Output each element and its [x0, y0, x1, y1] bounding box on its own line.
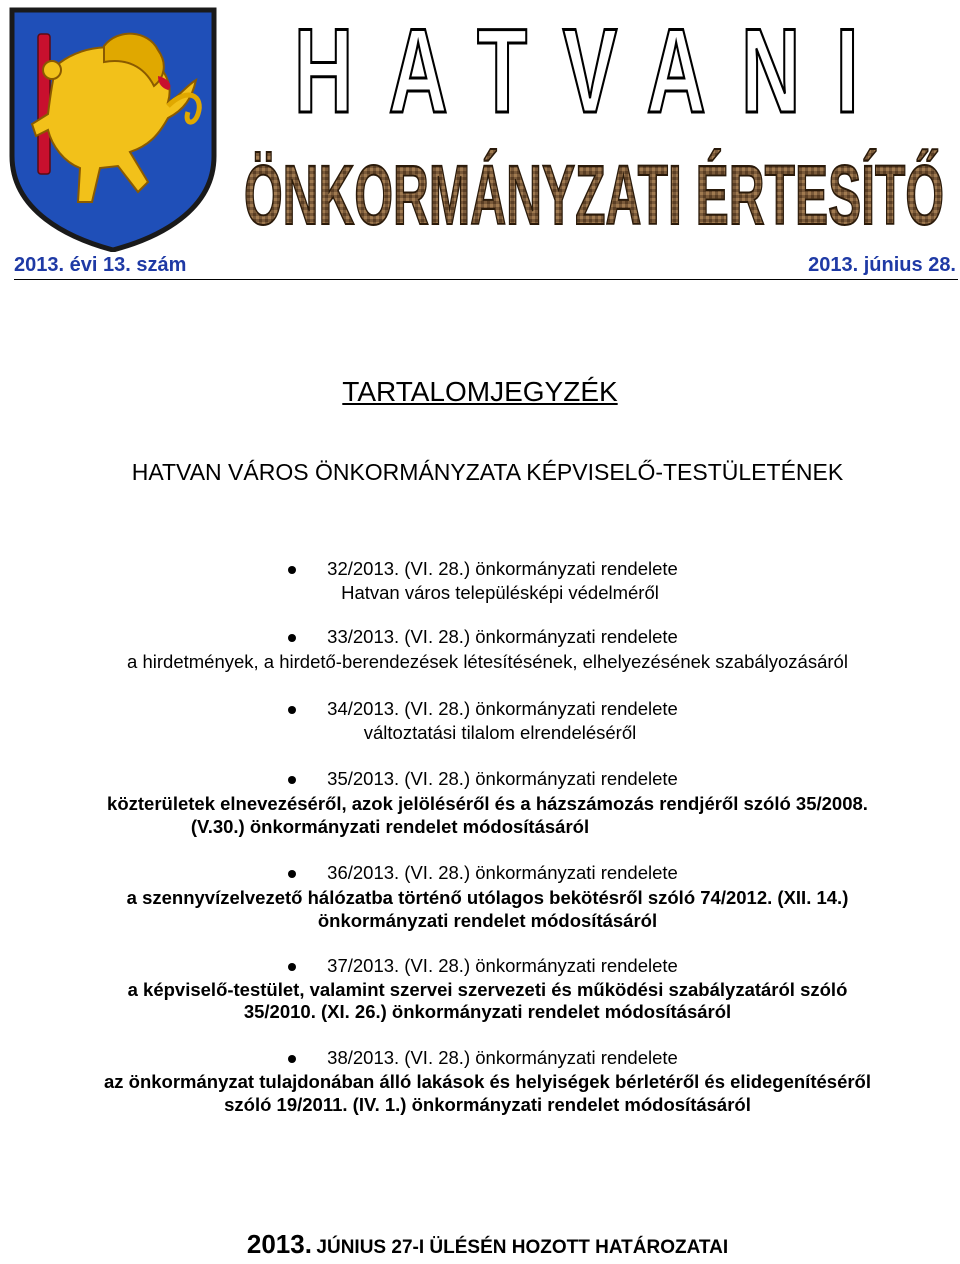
entry-number: 33/2013. (VI. 28.) önkormányzati rendelete [327, 626, 678, 647]
entry-number: 34/2013. (VI. 28.) önkormányzati rendelete [327, 698, 678, 719]
issue-number: 2013. évi 13. szám [14, 254, 187, 276]
entry-title: változtatási tilalom elrendeléséről [363, 722, 637, 743]
masthead [232, 0, 956, 240]
entry-title-continued: önkormányzati rendelet módosításáról [317, 910, 658, 931]
coat-of-arms-lion-icon [8, 6, 218, 252]
resolutions-year: 2013. [246, 1229, 312, 1259]
resolutions-text: JÚNIUS 27-I ÜLÉSÉN HOZOTT HATÁROZATAI [316, 1237, 729, 1258]
entry-number: 38/2013. (VI. 28.) önkormányzati rendelete [327, 1047, 678, 1068]
masthead-title: HATVANI [294, 4, 894, 138]
entry-title: a szennyvízelvezető hálózatba történő utólagos bekötésről szóló 74/2012. (XII. 14.) [126, 887, 849, 908]
issue-bar [14, 253, 958, 280]
entry-number: 37/2013. (VI. 28.) önkormányzati rendelete [327, 955, 678, 976]
issue-date: 2013. június 28. [808, 254, 956, 276]
body-heading: HATVAN VÁROS ÖNKORMÁNYZATA KÉPVISELŐ-TESTÜLETÉNEK [131, 459, 844, 485]
entry-title: a képviselő-testület, valamint szervei szervezeti és működési szabályzatáról szóló [127, 979, 848, 1000]
entry-title: az önkormányzat tulajdonában álló lakások és helyiségek bérletéről és elidegenítéséről [103, 1071, 871, 1092]
resolutions-heading [0, 1229, 960, 1264]
entry-title: közterületek elnevezéséről, azok jelöléséről és a házszámozás rendjéről szóló 35/2008. [107, 793, 868, 814]
masthead-subtitle: ÖNKORMÁNYZATI ÉRTESÍTŐ [244, 148, 944, 240]
entry-title-continued: szóló 19/2011. (IV. 1.) önkormányzati rendelet módosításáról [224, 1094, 751, 1115]
entry-number: 36/2013. (VI. 28.) önkormányzati rendelete [327, 862, 678, 883]
entry-title: Hatvan város településképi védelméről [341, 582, 659, 603]
entry-number: 32/2013. (VI. 28.) önkormányzati rendelete [327, 558, 678, 579]
toc-title: TARTALOMJEGYZÉK [342, 376, 618, 407]
entry-title-continued: (V.30.) önkormányzati rendelet módosításáról [190, 816, 590, 837]
entry-title-continued: 35/2010. (XI. 26.) önkormányzati rendelet módosításáról [243, 1001, 732, 1022]
entry-title: a hirdetmények, a hirdető-berendezések létesítésének, elhelyezésének szabályozásáról [127, 651, 848, 672]
entry-number: 35/2013. (VI. 28.) önkormányzati rendelete [327, 768, 678, 789]
